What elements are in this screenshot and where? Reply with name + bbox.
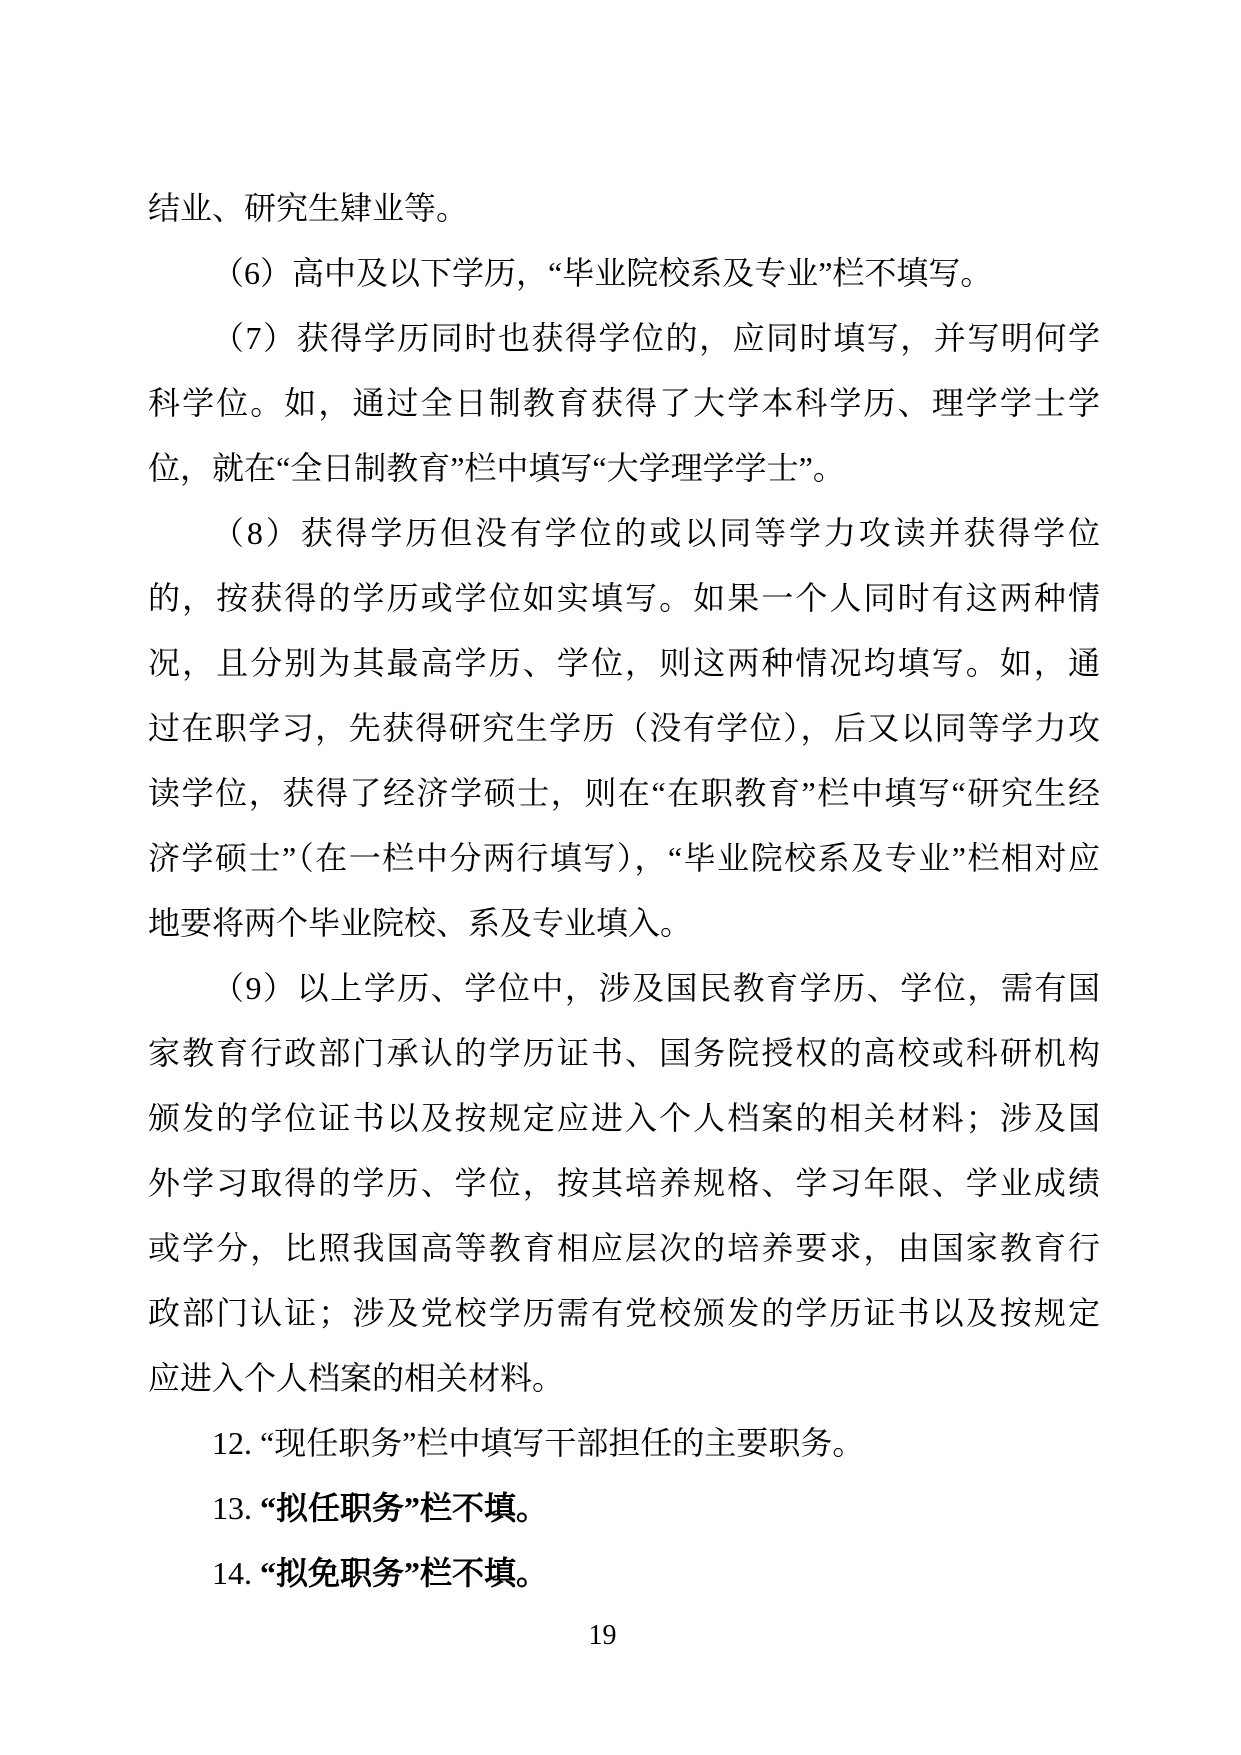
text-line: [148, 1281, 1100, 1346]
text-segment: （7）获得学历同时也获得学位的，应同时填写，并写明何学: [212, 320, 1100, 356]
text-segment: 颁发的学位证书以及按规定应进入个人档案的相关材料；涉及国: [148, 1100, 1100, 1136]
text-line: [148, 306, 1100, 371]
text-line: [148, 956, 1100, 1021]
text-line: [148, 1086, 1100, 1151]
document-body: [148, 176, 1100, 1606]
text-segment: （6）高中及以下学历，“毕业院校系及专业”栏不填写。: [212, 255, 993, 291]
text-line: [148, 891, 1100, 956]
text-line: [148, 176, 1100, 241]
text-line: [148, 436, 1100, 501]
text-segment: 地要将两个毕业院校、系及专业填入。: [148, 905, 693, 941]
text-segment: 位，就在“全日制教育”栏中填写“大学理学学士”。: [148, 450, 845, 486]
text-line: [148, 1151, 1100, 1216]
text-segment: 政部门认证；涉及党校学历需有党校颁发的学历证书以及按规定: [148, 1295, 1100, 1331]
text-line: [148, 501, 1100, 566]
text-segment: 外学习取得的学历、学位，按其培养规格、学习年限、学业成绩: [148, 1165, 1100, 1201]
text-line: [148, 826, 1100, 891]
text-segment: 12. “现任职务”栏中填写干部担任的主要职务。: [212, 1425, 865, 1461]
page-number: 19: [588, 1620, 617, 1651]
text-line: [148, 631, 1100, 696]
text-line: [148, 566, 1100, 631]
bold-text-segment: “拟免职务”栏不填。: [260, 1555, 549, 1591]
text-line: [148, 761, 1100, 826]
text-segment: 况，且分别为其最高学历、学位，则这两种情况均填写。如，通: [148, 645, 1100, 681]
text-segment: 14.: [212, 1555, 260, 1591]
text-line: [148, 1021, 1100, 1086]
text-segment: 应进入个人档案的相关材料。: [148, 1360, 565, 1396]
text-segment: 读学位，获得了经济学硕士，则在“在职教育”栏中填写“研究生经: [148, 775, 1100, 811]
bold-text-segment: “拟任职务”栏不填。: [260, 1490, 549, 1526]
text-segment: 家教育行政部门承认的学历证书、国务院授权的高校或科研机构: [148, 1035, 1100, 1071]
text-line: [148, 1346, 1100, 1411]
text-segment: 或学分，比照我国高等教育相应层次的培养要求，由国家教育行: [148, 1230, 1100, 1266]
text-line: [148, 1476, 1100, 1541]
text-line: [148, 241, 1100, 306]
text-line: [148, 1411, 1100, 1476]
text-segment: 13.: [212, 1490, 260, 1526]
text-line: [148, 1216, 1100, 1281]
text-segment: （9）以上学历、学位中，涉及国民教育学历、学位，需有国: [212, 970, 1100, 1006]
text-segment: （8）获得学历但没有学位的或以同等学力攻读并获得学位: [212, 515, 1100, 551]
text-segment: 济学硕士”（在一栏中分两行填写），“毕业院校系及专业”栏相对应: [148, 840, 1100, 876]
text-segment: 过在职学习，先获得研究生学历（没有学位），后又以同等学力攻: [148, 710, 1100, 746]
text-segment: 结业、研究生肄业等。: [148, 190, 469, 226]
text-line: [148, 1541, 1100, 1606]
text-segment: 科学位。如，通过全日制教育获得了大学本科学历、理学学士学: [148, 385, 1100, 421]
text-line: [148, 371, 1100, 436]
text-segment: 的，按获得的学历或学位如实填写。如果一个人同时有这两种情: [148, 580, 1100, 616]
text-line: [148, 696, 1100, 761]
